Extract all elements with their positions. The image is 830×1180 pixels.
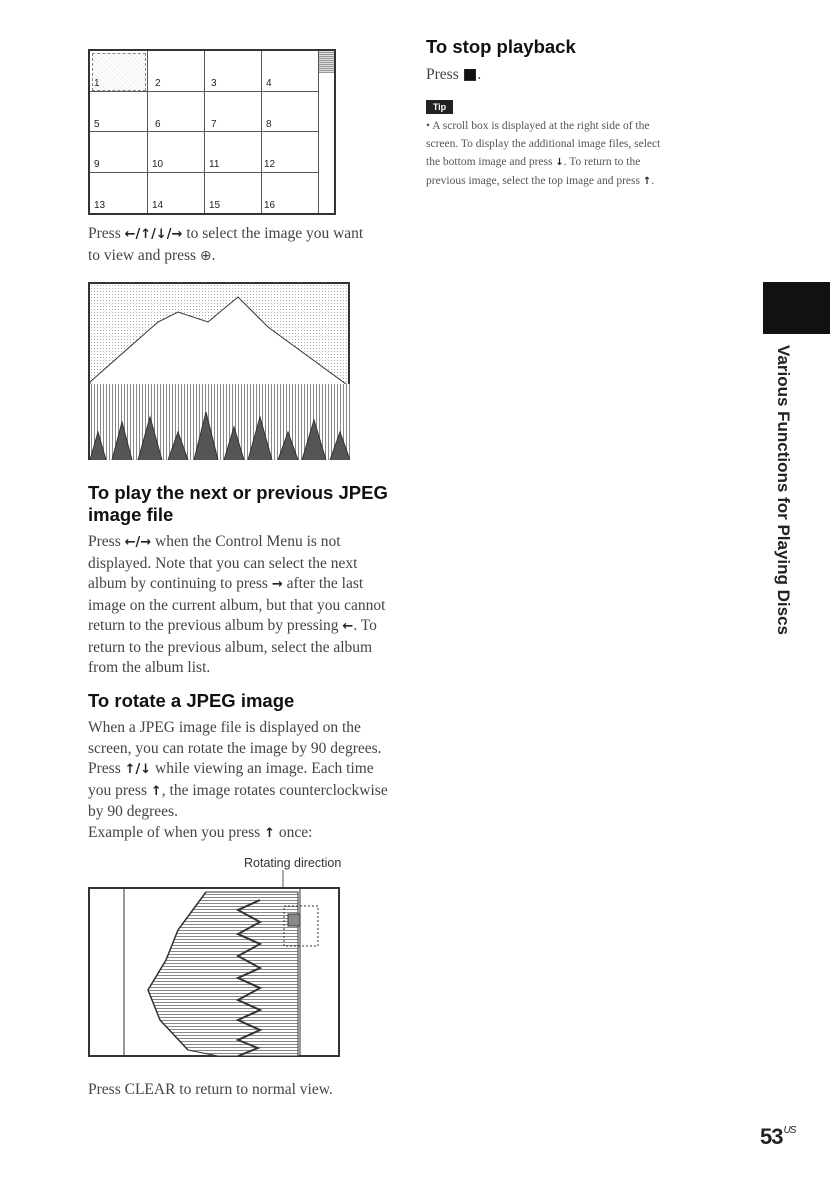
grid-cell-number: 2 (155, 78, 161, 89)
up-arrow-icon: ↑ (642, 176, 652, 187)
stop-icon: ■ (462, 65, 478, 83)
rotate-heading: To rotate a JPEG image (88, 690, 295, 711)
scroll-box (319, 51, 334, 73)
grid-cell-number: 10 (152, 159, 164, 170)
rotating-direction-caption: Rotating direction (244, 856, 342, 870)
section-side-title (764, 345, 814, 635)
grid-cell-number: 4 (266, 78, 272, 89)
grid-line (204, 51, 205, 213)
grid-line (261, 51, 262, 213)
grid-cell-number: 6 (155, 119, 161, 130)
next-prev-text: Press ←/→ when the Control Menu is not displayed. Note that you can select the next album by continuing to press → after the last image on the current album, but that you cannot return to the previous album by pressing ←. To return to the previous album, select the album from the album list. (88, 533, 386, 676)
section-tab-marker (763, 282, 830, 334)
down-arrow-icon: ↓ (555, 157, 564, 168)
up-arrow-icon: ↑ (264, 825, 275, 841)
grid-cell-number: 13 (94, 200, 106, 211)
grid-cell-number: 16 (264, 200, 276, 211)
mountain-image (88, 282, 350, 460)
tip-icon: Tip (426, 100, 453, 114)
rotate-text: When a JPEG image file is displayed on the screen, you can rotate the image by 90 degrees. Press ↑/↓ while viewing an image. Each time you press ↑, the image rotates counterclockwise by 90 degrees. Example of when you press ↑ once: (88, 719, 388, 841)
tip-text: • A scroll box is displayed at the right side of the screen. To display the additional image files, select the bottom image and press ↓. To return to the previous image, select the top image and press ↑. (426, 120, 661, 187)
thumbnail-grid (88, 49, 336, 215)
stop-heading: To stop playback (426, 36, 576, 57)
grid-cell-number: 9 (94, 159, 100, 170)
left-arrow-icon: ← (342, 619, 354, 634)
grid-cell-number: 11 (209, 159, 220, 170)
grid-cell-number: 8 (266, 119, 272, 130)
rotated-mountain-image (88, 870, 340, 1058)
grid-cell-number: 12 (264, 159, 276, 170)
grid-cell-number: 15 (209, 200, 221, 211)
section-side-title-text: Various Functions for Playing Discs (774, 345, 793, 635)
grid-cell-number: 1 (94, 78, 100, 89)
enter-button-icon: ⊕ (199, 247, 212, 264)
grid-cell-number: 7 (211, 119, 217, 130)
page-number: $53^{US}$ (760, 1124, 796, 1149)
clear-note: Press CLEAR to return to normal view. (88, 1081, 333, 1098)
arrow-keys-icon: ←/↑/↓/→ (124, 227, 183, 242)
grid-cell-number: 5 (94, 119, 100, 130)
next-prev-heading: To play the next or previous JPEG image file (88, 482, 388, 525)
left-right-arrow-icon: ←/→ (124, 535, 152, 550)
select-instruction: Press ←/↑/↓/→ to select the image you want to view and press ⊕. (88, 225, 364, 264)
grid-line (147, 51, 148, 213)
up-down-arrow-icon: ↑/↓ (124, 762, 152, 777)
grid-cell-number: 14 (152, 200, 164, 211)
up-arrow-icon: ↑ (150, 783, 162, 799)
grid-line (318, 51, 319, 213)
stop-text: Press ■. (426, 65, 482, 83)
grid-cell-number: 3 (211, 78, 217, 89)
selection-cursor (92, 53, 146, 91)
right-arrow-icon: → (271, 577, 283, 592)
